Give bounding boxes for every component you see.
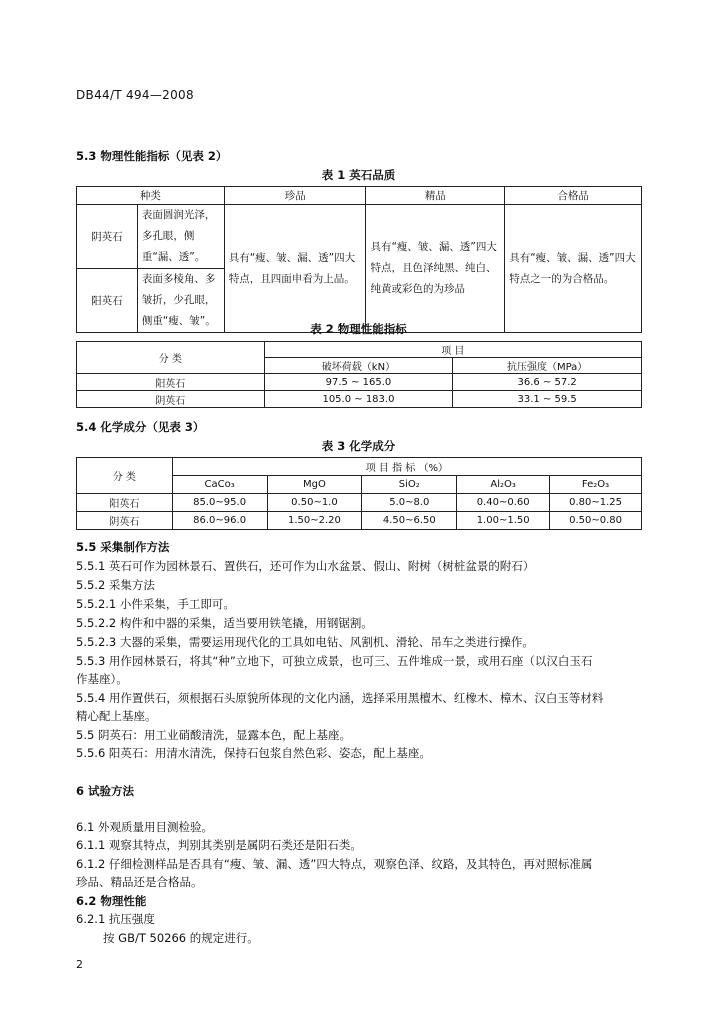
t2-cell: 105.0 ~ 183.0 xyxy=(264,391,453,408)
para-6-1-1: 6.1.1 观察其特点，判别其类别是属阴石类还是阳石类。 xyxy=(76,838,362,852)
section-5-4-title: 5.4 化学成分（见表 3） xyxy=(76,420,205,434)
section-6-title: 6 试验方法 xyxy=(76,784,135,798)
t1-hegepin-text: 具有“瘦、皱、漏、透”四大特点之一的为合格品。 xyxy=(505,205,642,333)
table-3-chemical xyxy=(76,457,642,530)
t3-cell: 0.50~1.0 xyxy=(267,494,362,512)
section-5-3-title: 5.3 物理性能指标（见表 2） xyxy=(76,149,228,163)
para-5-5-3-line1: 5.5.3 用作园林景石，将其“种”立地下，可独立成景，也可三、五件堆成一景，或用石座（以汉白玉石 xyxy=(76,654,593,668)
t3-row-name: 阳英石 xyxy=(77,494,173,512)
para-5-5-2-3: 5.5.2.3 大器的采集，需要运用现代化的工具如电钻、风割机、滑轮、吊车之类进行操作。 xyxy=(76,635,534,649)
para-5-5-2: 5.5.2 采集方法 xyxy=(76,578,155,592)
table-2-physical xyxy=(76,341,642,408)
table-2-caption: 表 2 物理性能指标 xyxy=(310,322,407,336)
t3-cell: 85.0~95.0 xyxy=(172,494,267,512)
t1-header-zhenpin: 珍品 xyxy=(224,187,366,205)
t2-cell: 36.6 ~ 57.2 xyxy=(453,374,642,391)
t3-cell: 0.40~0.60 xyxy=(457,494,550,512)
t1-zhenpin-text: 具有“瘦、皱、漏、透”四大特点，且四面申看为上品。 xyxy=(224,205,366,333)
t3-subheader: Al₂O₃ xyxy=(457,476,550,494)
t2-subheader-load: 破坏荷载（kN） xyxy=(264,358,453,374)
t3-cell: 1.50~2.20 xyxy=(267,512,362,530)
t2-header-category: 分 类 xyxy=(77,342,265,374)
t1-kind-yang: 阳英石 xyxy=(77,269,138,333)
para-5-5-3-line2: 作基座）。 xyxy=(76,672,128,686)
t1-kind-yin: 阴英石 xyxy=(77,205,138,269)
t1-desc-yang: 表面多棱角、多皱折，少孔眼，侧重“瘦、皱”。 xyxy=(137,269,224,333)
t2-subheader-strength: 抗压强度（MPa） xyxy=(453,358,642,374)
para-6-1-2-line2: 珍品、精品还是合格品。 xyxy=(76,875,203,889)
para-5-5-4-line1: 5.5.4 用作置供石，须根据石头原貌所体现的文化内涵，选择采用黑檀木、红橡木、樟木、汉白玉等材料 xyxy=(76,691,604,705)
t3-subheader: CaCo₃ xyxy=(172,476,267,494)
t3-subheader: MgO xyxy=(267,476,362,494)
t3-subheader: Fe₂O₃ xyxy=(550,476,642,494)
t2-cell: 33.1 ~ 59.5 xyxy=(453,391,642,408)
t3-cell: 4.50~6.50 xyxy=(362,512,457,530)
para-5-5-5: 5.5 阴英石：用工业硝酸清洗，显露本色，配上基座。 xyxy=(76,728,351,742)
t3-cell: 5.0~8.0 xyxy=(362,494,457,512)
t1-header-hegepin: 合格品 xyxy=(505,187,642,205)
para-5-5-1: 5.5.1 英石可作为园林景石、置供石，还可作为山水盆景、假山、附树（树桩盆景的附石） xyxy=(76,559,535,573)
para-6-2-1-body: 按 GB/T 50266 的规定进行。 xyxy=(103,931,259,945)
t1-header-jingpin: 精品 xyxy=(366,187,505,205)
t3-cell: 86.0~96.0 xyxy=(172,512,267,530)
para-6-2-1: 6.2.1 抗压强度 xyxy=(76,912,155,926)
table-1-caption: 表 1 英石品质 xyxy=(321,168,396,182)
t3-subheader: SiO₂ xyxy=(362,476,457,494)
para-5-5-2-1: 5.5.2.1 小件采集，手工即可。 xyxy=(76,597,235,611)
t3-header-category: 分 类 xyxy=(77,458,173,494)
para-5-5-4-line2: 精心配上基座。 xyxy=(76,709,157,723)
para-6-1-2-line1: 6.1.2 仔细检测样品是否具有“瘦、皱、漏、透”四大特点，观察色泽、纹路，及其特色，再对照标准属 xyxy=(76,857,593,871)
document-id: DB44/T 494—2008 xyxy=(76,88,194,102)
section-5-5-title: 5.5 采集制作方法 xyxy=(76,540,170,554)
t2-row-name: 阴英石 xyxy=(77,391,265,408)
t2-header-item: 项 目 xyxy=(264,342,641,358)
t1-jingpin-text: 具有“瘦、皱、漏、透”四大特点，且色泽纯黑、纯白、纯黄或彩色的为珍品 xyxy=(366,205,505,333)
t3-cell: 0.80~1.25 xyxy=(550,494,642,512)
page-number: 2 xyxy=(76,958,83,971)
t1-desc-yin: 表面圆润光泽，多孔眼，侧重“漏、透”。 xyxy=(137,205,224,269)
para-5-5-2-2: 5.5.2.2 构件和中器的采集，适当要用铁笔撬，用钢锯割。 xyxy=(76,616,373,630)
t3-cell: 1.00~1.50 xyxy=(457,512,550,530)
table-3-caption: 表 3 化学成分 xyxy=(321,439,396,453)
para-6-2: 6.2 物理性能 xyxy=(76,894,147,908)
t2-cell: 97.5 ~ 165.0 xyxy=(264,374,453,391)
t1-header-kind: 种类 xyxy=(77,187,225,205)
t3-row-name: 阴英石 xyxy=(77,512,173,530)
t3-header-item: 项 目 指 标 （%） xyxy=(172,458,641,476)
para-6-1: 6.1 外观质量用目测检验。 xyxy=(76,820,213,834)
table-1-quality xyxy=(76,186,642,333)
t3-cell: 0.50~0.80 xyxy=(550,512,642,530)
para-5-5-6: 5.5.6 阳英石：用清水清洗，保持石包浆自然色彩、姿态，配上基座。 xyxy=(76,746,431,760)
t2-row-name: 阳英石 xyxy=(77,374,265,391)
